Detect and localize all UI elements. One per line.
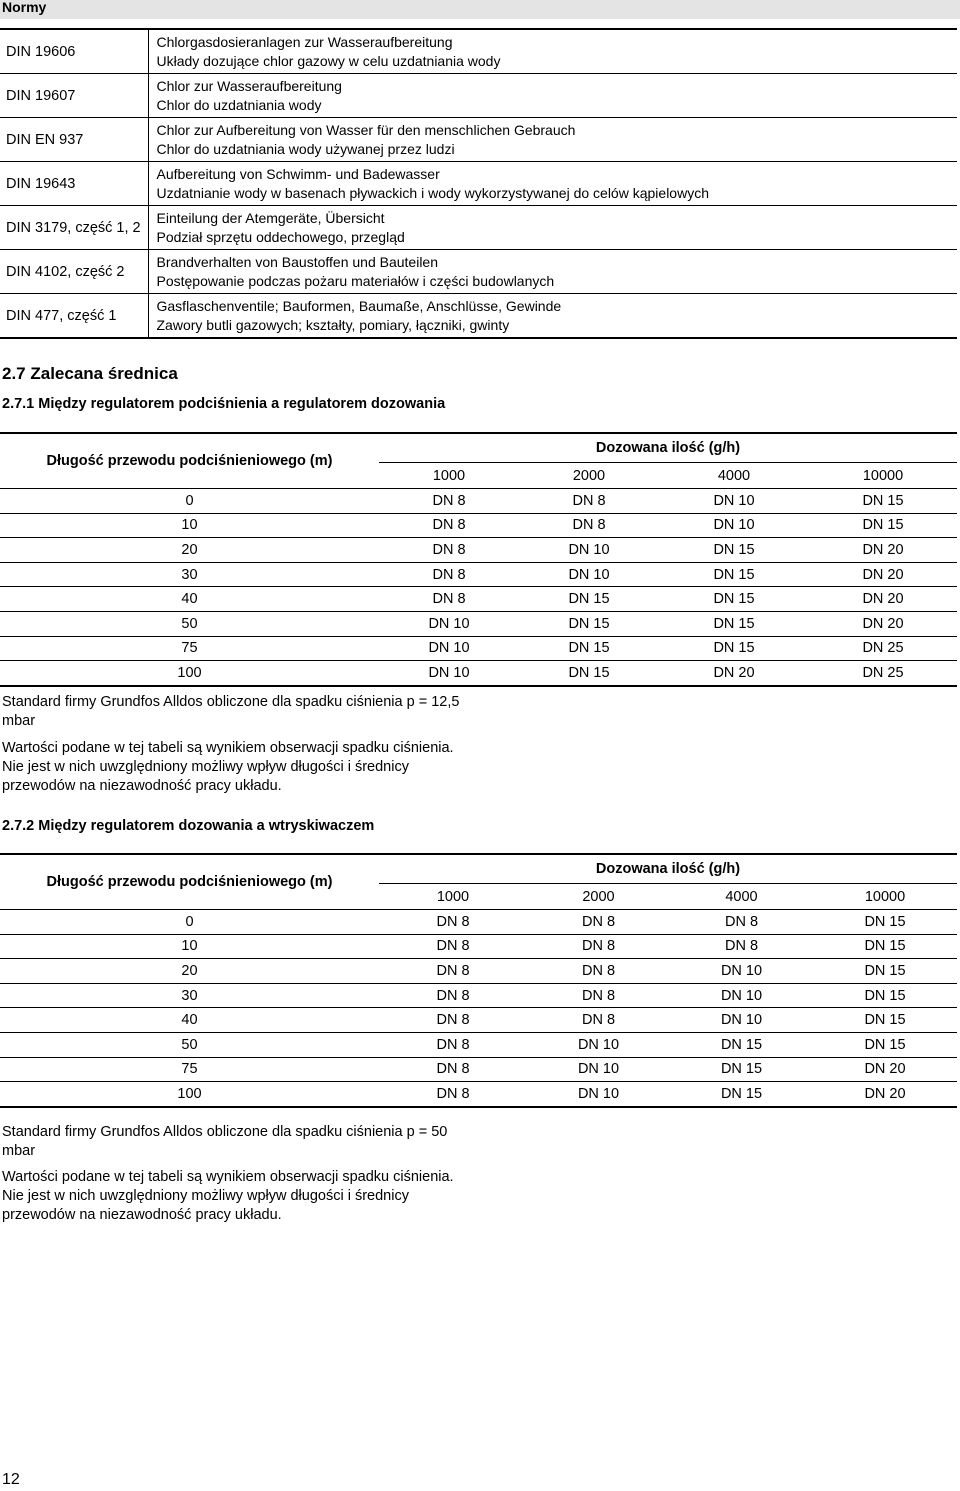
diameter-cell: DN 10 (568, 566, 610, 583)
table-row (0, 1032, 957, 1057)
diameter-cell: DN 20 (713, 664, 755, 681)
diameter-cell: DN 8 (581, 987, 616, 1004)
diameter-cell: DN 15 (864, 1036, 906, 1053)
diameter-cell: DN 8 (436, 962, 470, 979)
table-row (0, 513, 957, 538)
norm-row (0, 294, 957, 339)
length-header: Długość przewodu podciśnieniowego (m) (46, 874, 333, 890)
diameter-cell: DN 8 (432, 566, 466, 583)
table-row (0, 1057, 957, 1082)
diameter-cell: DN 10 (720, 962, 763, 979)
dose-header: Dozowana ilość (g/h) (595, 440, 741, 456)
table-row (0, 959, 957, 984)
diameter-cell: DN 8 (436, 1061, 470, 1078)
table-row (0, 636, 957, 661)
diameter-cell: DN 25 (862, 664, 904, 681)
length-cell: 75 (181, 640, 198, 657)
norm-title-de: Chlor zur Aufbereitung von Wasser für den menschlichen Gebrauch (156, 121, 576, 138)
norm-title-pl: Postępowanie podczas pożaru materiałów i części budowlanych (156, 272, 555, 289)
diameter-cell: DN 10 (568, 541, 610, 558)
norm-code: DIN 19606 (0, 29, 148, 74)
diameter-cell: DN 20 (862, 591, 904, 608)
norm-code: DIN 19607 (0, 74, 148, 118)
diameter-cell: DN 10 (577, 1036, 620, 1053)
diameter-cell: DN 10 (720, 987, 763, 1004)
table-row (0, 910, 957, 935)
diameter-cell: DN 8 (436, 913, 470, 930)
diameter-cell: DN 8 (581, 1012, 616, 1029)
length-cell: 50 (181, 615, 198, 632)
diameter-cell: DN 15 (720, 1085, 763, 1102)
length-cell: 20 (181, 541, 198, 558)
diameter-cell: DN 10 (577, 1085, 620, 1102)
length-cell: 30 (181, 987, 198, 1004)
diameter-cell: DN 8 (432, 541, 466, 558)
diameter-cell: DN 8 (436, 987, 470, 1004)
page-number: 12 (2, 1471, 20, 1488)
diameter-cell: DN 8 (436, 938, 470, 955)
table1-note-standard: Standard firmy Grundfos Alldos obliczone dla spadku ciśnienia p = 12,5 mbar (2, 694, 460, 729)
table-row (0, 538, 957, 563)
diameter-cell: DN 10 (713, 492, 755, 509)
dose-value: 10000 (864, 888, 906, 905)
norm-title-pl: Chlor do uzdatniania wody używanej przez ludzi (156, 140, 455, 157)
diameter-cell: DN 15 (864, 1012, 906, 1029)
length-cell: 100 (177, 1085, 202, 1102)
diameter-cell: DN 8 (572, 517, 606, 534)
diameter-cell: DN 15 (864, 962, 906, 979)
norm-code: DIN EN 937 (0, 118, 148, 162)
dose-value: 2000 (582, 888, 615, 905)
diameter-cell: DN 10 (428, 664, 470, 681)
norm-title-de: Aufbereitung von Schwimm- und Badewasser (156, 165, 440, 182)
diameter-cell: DN 8 (581, 913, 616, 930)
table-row (0, 562, 957, 587)
norm-title-de: Chlor zur Wasseraufbereitung (156, 77, 342, 94)
norm-description (148, 29, 957, 74)
diameter-cell: DN 25 (862, 640, 904, 657)
table1-subtitle: 2.7.1 Między regulatorem podciśnienia a regulatorem dozowania (2, 396, 446, 412)
diameter-cell: DN 8 (432, 591, 466, 608)
table-row (0, 1008, 957, 1033)
norm-description (148, 206, 957, 250)
norm-row (0, 162, 957, 206)
norm-title-pl: Uzdatnianie wody w basenach pływackich i wody wykorzystywanej do celów kąpielowych (156, 184, 709, 201)
norm-title-de: Brandverhalten von Baustoffen und Bauteilen (156, 253, 439, 270)
diameter-cell: DN 20 (862, 541, 904, 558)
table-row (0, 489, 957, 514)
table-row (0, 587, 957, 612)
diameter-cell: DN 8 (581, 938, 616, 955)
norm-row (0, 118, 957, 162)
table1-note-observation: Wartości podane w tej tabeli są wynikiem obserwacji spadku ciśnienia. Nie jest w nich uwzględniony możliwy wpływ długości i średnicy przewodów na niezawodność pracy układu. (2, 740, 454, 794)
table2-note-observation: Wartości podane w tej tabeli są wynikiem obserwacji spadku ciśnienia. Nie jest w nich uwzględniony możliwy wpływ długości i średnicy przewodów na niezawodność pracy układu. (2, 1169, 454, 1223)
diameter-cell: DN 15 (568, 591, 610, 608)
table-row (0, 611, 957, 636)
diameter-cell: DN 10 (720, 1012, 763, 1029)
diameter-cell: DN 8 (724, 938, 759, 955)
diameter-cell: DN 15 (864, 913, 906, 930)
norm-description (148, 294, 957, 339)
norm-title-pl: Podział sprzętu oddechowego, przegląd (156, 228, 405, 245)
length-cell: 40 (181, 591, 198, 608)
norm-row (0, 206, 957, 250)
norm-row (0, 74, 957, 118)
diameter-cell: DN 8 (724, 913, 759, 930)
norm-title-de: Einteilung der Atemgeräte, Übersicht (156, 209, 385, 226)
diameter-cell: DN 20 (862, 566, 904, 583)
diameter-cell: DN 10 (428, 615, 470, 632)
table-row (0, 934, 957, 959)
length-cell: 10 (181, 517, 198, 534)
table2-note-standard: Standard firmy Grundfos Alldos obliczone dla spadku ciśnienia p = 50 mbar (2, 1124, 448, 1159)
norm-row (0, 250, 957, 294)
norm-code: DIN 19643 (0, 162, 148, 206)
diameter-cell: DN 10 (713, 517, 755, 534)
norm-description (148, 74, 957, 118)
length-cell: 0 (185, 913, 194, 930)
diameter-cell: DN 8 (572, 492, 606, 509)
norm-description (148, 162, 957, 206)
dose-value: 4000 (717, 467, 751, 484)
table-row (0, 983, 957, 1008)
diameter-cell: DN 15 (713, 591, 755, 608)
table-row (0, 661, 957, 686)
diameter-cell: DN 8 (436, 1012, 470, 1029)
dose-value: 4000 (725, 888, 758, 905)
diameter-cell: DN 8 (581, 962, 616, 979)
section-title: 2.7 Zalecana średnica (2, 364, 178, 383)
diameter-cell: DN 10 (428, 640, 470, 657)
dose-value: 2000 (572, 467, 606, 484)
diameter-cell: DN 8 (436, 1036, 470, 1053)
diameter-cell: DN 15 (568, 664, 610, 681)
page-title: Normy (0, 0, 960, 19)
diameter-cell: DN 15 (862, 517, 904, 534)
length-cell: 20 (181, 962, 198, 979)
norm-code: DIN 477, część 1 (0, 294, 148, 339)
dose-value: 1000 (432, 467, 466, 484)
diameter-table-2 (0, 853, 957, 1108)
length-cell: 75 (181, 1061, 198, 1078)
norm-description (148, 250, 957, 294)
length-cell: 40 (181, 1012, 198, 1029)
diameter-cell: DN 10 (577, 1061, 620, 1078)
diameter-cell: DN 15 (713, 640, 755, 657)
dose-value: 10000 (862, 467, 904, 484)
norm-row (0, 29, 957, 74)
norms-table (0, 28, 957, 339)
length-cell: 0 (185, 492, 194, 509)
norm-description (148, 118, 957, 162)
diameter-cell: DN 15 (568, 615, 610, 632)
dose-value: 1000 (436, 888, 470, 905)
diameter-cell: DN 15 (568, 640, 610, 657)
diameter-cell: DN 8 (436, 1085, 470, 1102)
length-cell: 30 (181, 566, 198, 583)
diameter-cell: DN 15 (713, 615, 755, 632)
table2-subtitle: 2.7.2 Między regulatorem dozowania a wtryskiwaczem (2, 818, 375, 834)
diameter-cell: DN 20 (864, 1061, 906, 1078)
table-row (0, 1082, 957, 1107)
norm-title-de: Gasflaschenventile; Bauformen, Baumaße, Anschlüsse, Gewinde (156, 297, 562, 314)
diameter-cell: DN 15 (864, 987, 906, 1004)
norm-title-de: Chlorgasdosieranlagen zur Wasseraufbereitung (156, 33, 453, 50)
diameter-cell: DN 15 (862, 492, 904, 509)
diameter-cell: DN 15 (720, 1036, 763, 1053)
diameter-table-1 (0, 432, 957, 687)
norm-code: DIN 4102, część 2 (0, 250, 148, 294)
norm-title-pl: Zawory butli gazowych; kształty, pomiary, łączniki, gwinty (156, 316, 510, 333)
length-cell: 10 (181, 938, 198, 955)
length-cell: 100 (177, 664, 202, 681)
diameter-cell: DN 15 (720, 1061, 763, 1078)
diameter-cell: DN 20 (862, 615, 904, 632)
norm-title-pl: Układy dozujące chlor gazowy w celu uzdatniania wody (156, 52, 501, 69)
norm-title-pl: Chlor do uzdatniania wody (156, 96, 322, 113)
diameter-cell: DN 20 (864, 1085, 906, 1102)
dose-header: Dozowana ilość (g/h) (595, 861, 741, 877)
norm-code: DIN 3179, część 1, 2 (0, 206, 148, 250)
length-header: Długość przewodu podciśnieniowego (m) (46, 453, 333, 469)
diameter-cell: DN 15 (864, 938, 906, 955)
diameter-cell: DN 8 (432, 517, 466, 534)
diameter-cell: DN 8 (432, 492, 466, 509)
length-cell: 50 (181, 1036, 198, 1053)
diameter-cell: DN 15 (713, 541, 755, 558)
diameter-cell: DN 15 (713, 566, 755, 583)
